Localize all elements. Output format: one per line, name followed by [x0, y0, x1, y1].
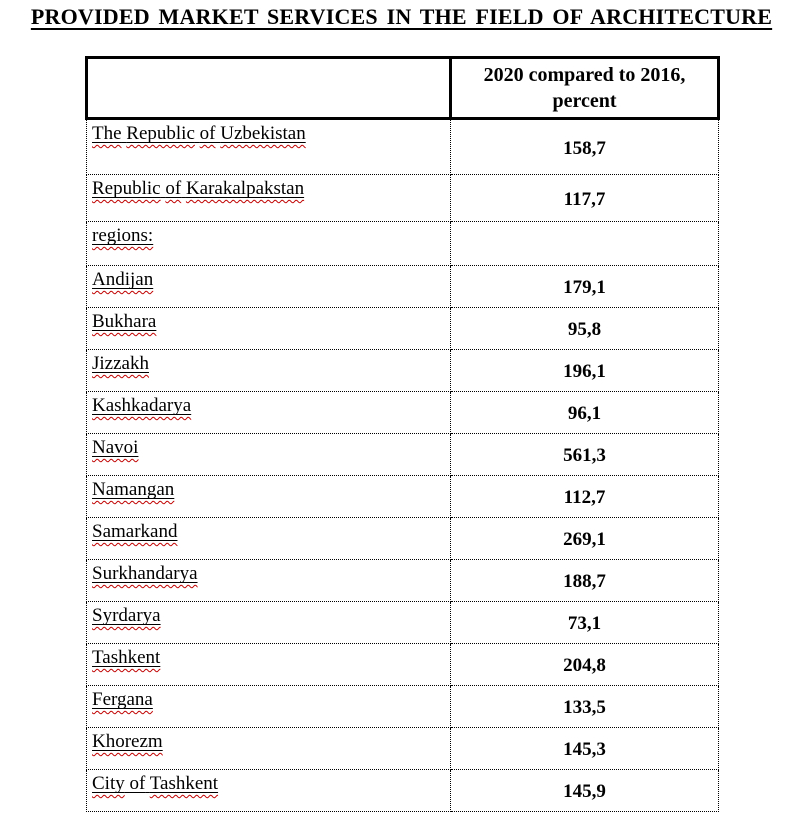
region-name-word: The — [92, 123, 122, 144]
value-cell: 133,5 — [451, 686, 719, 728]
table-row — [87, 686, 719, 728]
table-row — [87, 560, 719, 602]
region-name-word: Uzbekistan — [220, 123, 306, 144]
region-name-word: Andijan — [92, 269, 154, 290]
value-cell: 117,7 — [451, 175, 719, 222]
value-cell: 188,7 — [451, 560, 719, 602]
region-name-cell — [87, 266, 451, 308]
table-row — [87, 434, 719, 476]
region-name — [92, 178, 304, 199]
region-name — [92, 521, 177, 542]
value-cell: 204,8 — [451, 644, 719, 686]
value-cell: 95,8 — [451, 308, 719, 350]
region-name-word: regions: — [92, 225, 154, 246]
table-row — [87, 175, 719, 222]
table-body — [87, 119, 719, 812]
table-row — [87, 119, 719, 175]
region-name-word: Samarkand — [92, 521, 178, 542]
region-name-cell — [87, 392, 451, 434]
region-name-word: Republic — [126, 123, 195, 144]
region-name-word: City — [92, 773, 125, 794]
region-name-cell — [87, 728, 451, 770]
region-name-cell — [87, 222, 451, 266]
table-row — [87, 602, 719, 644]
region-name-word: Republic — [92, 178, 161, 199]
region-name — [92, 731, 163, 752]
table-row — [87, 222, 719, 266]
region-name-cell — [87, 770, 451, 812]
region-name-word: Tashkent — [92, 647, 161, 668]
value-cell: 145,9 — [451, 770, 719, 812]
table-row — [87, 728, 719, 770]
region-name-cell — [87, 602, 451, 644]
region-name — [92, 773, 218, 794]
region-name-cell — [87, 476, 451, 518]
region-name — [92, 353, 149, 374]
region-name-word: Khorezm — [92, 731, 163, 752]
table-row — [87, 308, 719, 350]
region-name-word: Syrdarya — [92, 605, 161, 626]
region-name-word: of — [199, 123, 216, 144]
region-name-cell — [87, 518, 451, 560]
region-name-cell — [87, 434, 451, 476]
value-cell: 145,3 — [451, 728, 719, 770]
region-name — [92, 647, 160, 668]
region-name-word: Surkhandarya — [92, 563, 198, 584]
table-row — [87, 518, 719, 560]
region-name-word: Bukhara — [92, 311, 157, 332]
region-name — [92, 563, 198, 584]
region-name — [92, 437, 138, 458]
region-name-word: Tashkent — [149, 773, 219, 794]
region-name-word: of — [129, 773, 146, 794]
region-name-cell — [87, 175, 451, 222]
region-name-word: Navoi — [92, 437, 139, 458]
value-cell: 96,1 — [451, 392, 719, 434]
table-row — [87, 476, 719, 518]
region-name-word: Jizzakh — [92, 353, 149, 374]
region-name — [92, 605, 161, 626]
table-row — [87, 644, 719, 686]
header-value-line1: 2020 compared to 2016, — [483, 64, 686, 86]
header-value-line2: percent — [552, 90, 617, 112]
region-name — [92, 479, 174, 500]
value-cell: 73,1 — [451, 602, 719, 644]
region-name-cell — [87, 560, 451, 602]
statistics-table — [85, 56, 720, 812]
region-name-word: of — [165, 178, 182, 199]
region-name-cell — [87, 644, 451, 686]
page-title: PROVIDED MARKET SERVICES IN THE FIELD OF ARCHITECTURE — [30, 4, 773, 29]
header-cell-region — [87, 58, 451, 119]
region-name-cell — [87, 119, 451, 175]
value-cell: 112,7 — [451, 476, 719, 518]
region-name-cell — [87, 686, 451, 728]
table-row — [87, 350, 719, 392]
value-cell: 561,3 — [451, 434, 719, 476]
region-name-word: Namangan — [92, 479, 175, 500]
value-cell: 269,1 — [451, 518, 719, 560]
region-name — [92, 311, 156, 332]
region-name — [92, 689, 153, 710]
region-name — [92, 395, 191, 416]
region-name — [92, 123, 306, 144]
region-name — [92, 225, 153, 246]
region-name-cell — [87, 308, 451, 350]
value-cell: 196,1 — [451, 350, 719, 392]
header-cell-value — [451, 58, 719, 119]
region-name-word: Karakalpakstan — [185, 178, 305, 199]
value-cell: 158,7 — [451, 119, 719, 175]
table-header-row — [87, 58, 719, 119]
region-name — [92, 269, 153, 290]
region-name-word: Kashkadarya — [92, 395, 192, 416]
region-name-word: Fergana — [92, 689, 153, 710]
value-cell — [451, 222, 719, 266]
table-row — [87, 266, 719, 308]
table-row — [87, 392, 719, 434]
region-name-cell — [87, 350, 451, 392]
table-row — [87, 770, 719, 812]
value-cell: 179,1 — [451, 266, 719, 308]
